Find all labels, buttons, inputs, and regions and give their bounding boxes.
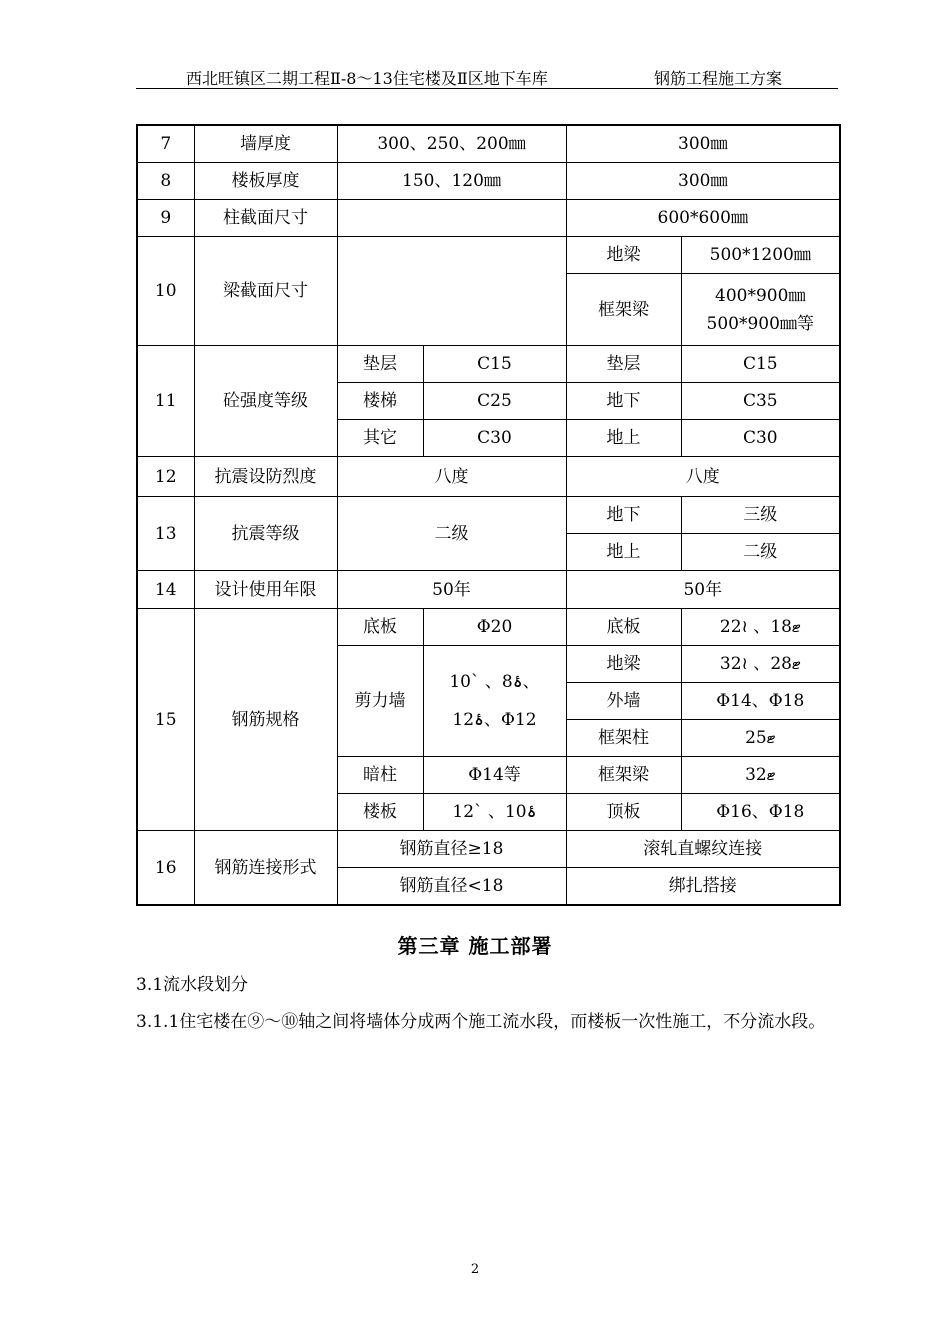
- cell-label: 地梁: [566, 237, 681, 274]
- cell-value: C35: [681, 383, 840, 420]
- header-project-name: 西北旺镇区二期工程Ⅱ-8～13住宅楼及Ⅱ区地下车库: [186, 69, 548, 88]
- cell-value: ޓ28、 ≀32: [681, 646, 840, 683]
- table-row: [137, 831, 840, 868]
- cell-line: 400*900㎜: [715, 285, 806, 306]
- cell-label: 框架梁: [566, 274, 681, 346]
- row-number: 8: [137, 163, 194, 200]
- cell-value: [423, 646, 566, 757]
- cell-value: ޓ18、 ≀22: [681, 609, 840, 646]
- table-row: [137, 237, 840, 274]
- row-number: 16: [137, 831, 194, 906]
- cell-line: ۀ8、 ˋ10、: [449, 672, 540, 692]
- row-item: 设计使用年限: [194, 571, 337, 609]
- cell-value: 300、250、200㎜: [337, 125, 566, 163]
- row-item: 钢筋连接形式: [194, 831, 337, 906]
- table-row: [137, 200, 840, 237]
- table-row: [137, 571, 840, 609]
- cell-value: C25: [423, 383, 566, 420]
- cell-value: 三级: [681, 497, 840, 534]
- cell-label: 地下: [566, 383, 681, 420]
- cell-value: Φ16、Φ18: [681, 794, 840, 831]
- row-number: 12: [137, 457, 194, 497]
- cell-condition: 钢筋直径<18: [337, 868, 566, 906]
- cell-label: 垫层: [566, 346, 681, 383]
- table-row: [137, 125, 840, 163]
- row-item: 钢筋规格: [194, 609, 337, 831]
- cell-value: Φ14等: [423, 757, 566, 794]
- cell-label: 框架梁: [566, 757, 681, 794]
- cell-label: 楼板: [337, 794, 423, 831]
- cell-value: 500*1200㎜: [681, 237, 840, 274]
- table-row: [137, 163, 840, 200]
- cell-line: 500*900㎜等: [706, 313, 814, 334]
- cell-label: 地下: [566, 497, 681, 534]
- cell-label: 其它: [337, 420, 423, 457]
- cell-value: ޓ25: [681, 720, 840, 757]
- cell-value: 300㎜: [566, 163, 840, 200]
- cell-label: 底板: [566, 609, 681, 646]
- row-number: 14: [137, 571, 194, 609]
- cell-value: C30: [423, 420, 566, 457]
- row-item: 柱截面尺寸: [194, 200, 337, 237]
- cell-value: 150、120㎜: [337, 163, 566, 200]
- cell-value: 八度: [337, 457, 566, 497]
- cell-value: [681, 274, 840, 346]
- cell-value: C30: [681, 420, 840, 457]
- cell-label: 顶板: [566, 794, 681, 831]
- section-heading: 3.1流水段划分: [136, 975, 249, 995]
- cell-label: 垫层: [337, 346, 423, 383]
- cell-value: 50年: [337, 571, 566, 609]
- row-item: 梁截面尺寸: [194, 237, 337, 346]
- cell-value: 300㎜: [566, 125, 840, 163]
- row-item: 砼强度等级: [194, 346, 337, 457]
- row-item: 墙厚度: [194, 125, 337, 163]
- cell-value: ޓ32: [681, 757, 840, 794]
- cell-method: 滚轧直螺纹连接: [566, 831, 840, 868]
- row-number: 9: [137, 200, 194, 237]
- cell-value: Φ14、Φ18: [681, 683, 840, 720]
- table-row: [137, 609, 840, 646]
- table-row: [137, 457, 840, 497]
- row-number: 13: [137, 497, 194, 571]
- cell-value: ۀ10、 ˋ12: [423, 794, 566, 831]
- row-item: 楼板厚度: [194, 163, 337, 200]
- cell-value: 二级: [337, 497, 566, 571]
- cell-value: [337, 200, 566, 237]
- cell-value: C15: [423, 346, 566, 383]
- cell-line: ۀ12、Φ12: [452, 710, 537, 730]
- page-header: [136, 66, 838, 89]
- cell-label: 地梁: [566, 646, 681, 683]
- cell-value: 二级: [681, 534, 840, 571]
- cell-label: 暗柱: [337, 757, 423, 794]
- cell-value: Φ20: [423, 609, 566, 646]
- row-number: 10: [137, 237, 194, 346]
- table-row: [137, 497, 840, 534]
- cell-value: C15: [681, 346, 840, 383]
- cell-label: 框架柱: [566, 720, 681, 757]
- row-item: 抗震等级: [194, 497, 337, 571]
- section-paragraph: 3.1.1住宅楼在⑨～⑩轴之间将墙体分成两个施工流水段，而楼板一次性施工，不分流水段。: [136, 1012, 826, 1032]
- cell-method: 绑扎搭接: [566, 868, 840, 906]
- cell-label: 地上: [566, 534, 681, 571]
- cell-label: 外墙: [566, 683, 681, 720]
- header-document-title: 钢筋工程施工方案: [654, 69, 783, 88]
- cell-value: [337, 237, 566, 346]
- row-number: 15: [137, 609, 194, 831]
- page-number: 2: [470, 1262, 480, 1277]
- design-parameters-table: [136, 124, 841, 906]
- cell-value: 50年: [566, 571, 840, 609]
- cell-label: 地上: [566, 420, 681, 457]
- cell-condition: 钢筋直径≥18: [337, 831, 566, 868]
- chapter-title: 第三章 施工部署: [397, 934, 553, 958]
- cell-label: 剪力墙: [337, 646, 423, 757]
- cell-value: 八度: [566, 457, 840, 497]
- cell-label: 底板: [337, 609, 423, 646]
- row-number: 7: [137, 125, 194, 163]
- cell-label: 楼梯: [337, 383, 423, 420]
- table-row: [137, 346, 840, 383]
- cell-value: 600*600㎜: [566, 200, 840, 237]
- row-number: 11: [137, 346, 194, 457]
- row-item: 抗震设防烈度: [194, 457, 337, 497]
